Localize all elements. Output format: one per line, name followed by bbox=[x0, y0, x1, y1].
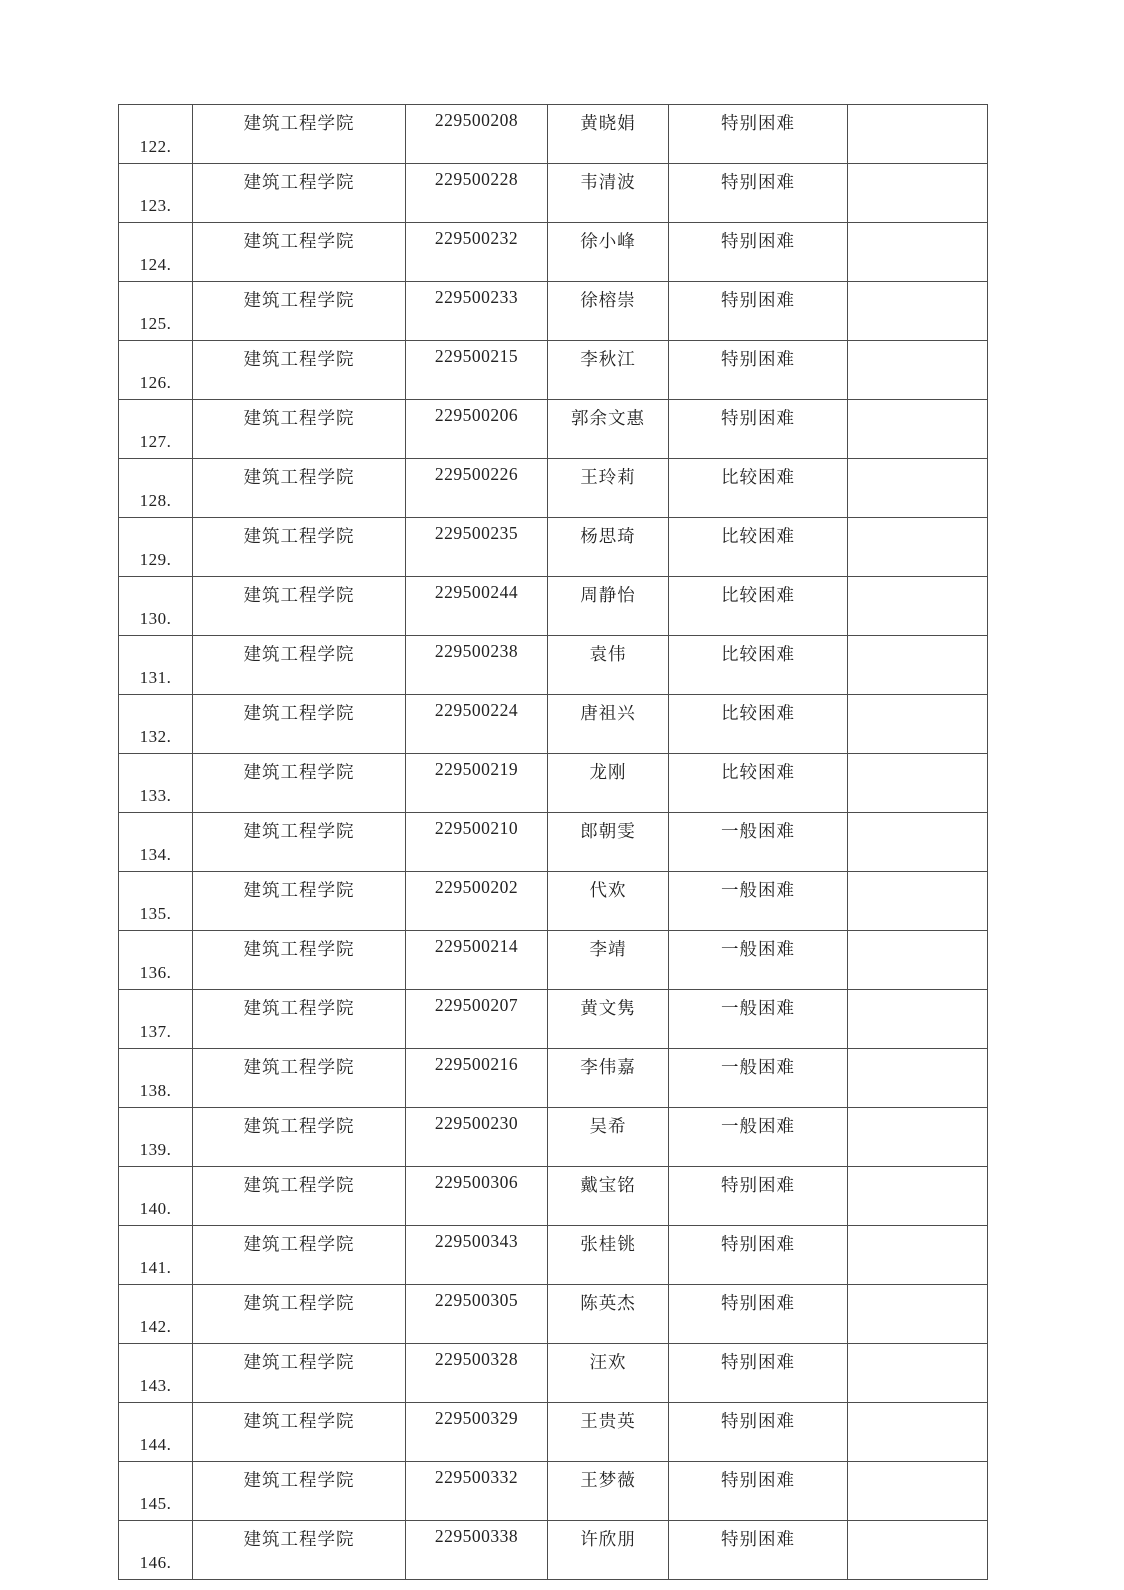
student-name-cell: 戴宝铭 bbox=[548, 1167, 669, 1226]
note-cell bbox=[848, 695, 988, 754]
college-cell: 建筑工程学院 bbox=[193, 636, 406, 695]
student-name-cell: 许欣朋 bbox=[548, 1521, 669, 1580]
college-cell: 建筑工程学院 bbox=[193, 1049, 406, 1108]
table-row bbox=[119, 931, 988, 990]
student-name-cell: 郭余文惠 bbox=[548, 400, 669, 459]
note-cell bbox=[848, 813, 988, 872]
difficulty-cell: 特别困难 bbox=[669, 105, 848, 164]
note-cell bbox=[848, 872, 988, 931]
student-difficulty-table bbox=[118, 104, 988, 1580]
college-cell: 建筑工程学院 bbox=[193, 695, 406, 754]
table-row bbox=[119, 636, 988, 695]
difficulty-cell: 比较困难 bbox=[669, 695, 848, 754]
table-row bbox=[119, 1403, 988, 1462]
student-name-cell: 韦清波 bbox=[548, 164, 669, 223]
difficulty-cell: 比较困难 bbox=[669, 459, 848, 518]
table-row bbox=[119, 518, 988, 577]
college-cell: 建筑工程学院 bbox=[193, 400, 406, 459]
note-cell bbox=[848, 1167, 988, 1226]
student-id-cell: 229500214 bbox=[406, 931, 548, 990]
student-name-cell: 郎朝雯 bbox=[548, 813, 669, 872]
note-cell bbox=[848, 636, 988, 695]
student-id-cell: 229500328 bbox=[406, 1344, 548, 1403]
student-name-cell: 吴希 bbox=[548, 1108, 669, 1167]
note-cell bbox=[848, 1462, 988, 1521]
note-cell bbox=[848, 105, 988, 164]
college-cell: 建筑工程学院 bbox=[193, 577, 406, 636]
table-row bbox=[119, 695, 988, 754]
student-name-cell: 代欢 bbox=[548, 872, 669, 931]
row-index-cell: 136. bbox=[119, 931, 193, 990]
student-name-cell: 黄晓娟 bbox=[548, 105, 669, 164]
note-cell bbox=[848, 223, 988, 282]
difficulty-cell: 特别困难 bbox=[669, 1462, 848, 1521]
table-row bbox=[119, 872, 988, 931]
table-row bbox=[119, 223, 988, 282]
student-id-cell: 229500233 bbox=[406, 282, 548, 341]
college-cell: 建筑工程学院 bbox=[193, 1167, 406, 1226]
student-id-cell: 229500305 bbox=[406, 1285, 548, 1344]
student-id-cell: 229500228 bbox=[406, 164, 548, 223]
row-index-cell: 132. bbox=[119, 695, 193, 754]
table-row bbox=[119, 1521, 988, 1580]
note-cell bbox=[848, 754, 988, 813]
note-cell bbox=[848, 1521, 988, 1580]
difficulty-cell: 比较困难 bbox=[669, 754, 848, 813]
student-name-cell: 王贵英 bbox=[548, 1403, 669, 1462]
note-cell bbox=[848, 1285, 988, 1344]
difficulty-cell: 一般困难 bbox=[669, 1049, 848, 1108]
student-name-cell: 唐祖兴 bbox=[548, 695, 669, 754]
note-cell bbox=[848, 1344, 988, 1403]
difficulty-cell: 一般困难 bbox=[669, 872, 848, 931]
row-index-cell: 139. bbox=[119, 1108, 193, 1167]
difficulty-cell: 特别困难 bbox=[669, 223, 848, 282]
table-row bbox=[119, 1049, 988, 1108]
row-index-cell: 135. bbox=[119, 872, 193, 931]
note-cell bbox=[848, 1226, 988, 1285]
difficulty-cell: 一般困难 bbox=[669, 813, 848, 872]
row-index-cell: 137. bbox=[119, 990, 193, 1049]
note-cell bbox=[848, 518, 988, 577]
row-index-cell: 127. bbox=[119, 400, 193, 459]
difficulty-cell: 一般困难 bbox=[669, 931, 848, 990]
student-name-cell: 王玲莉 bbox=[548, 459, 669, 518]
table-row bbox=[119, 1226, 988, 1285]
student-id-cell: 229500343 bbox=[406, 1226, 548, 1285]
table-row bbox=[119, 990, 988, 1049]
student-id-cell: 229500232 bbox=[406, 223, 548, 282]
college-cell: 建筑工程学院 bbox=[193, 754, 406, 813]
row-index-cell: 141. bbox=[119, 1226, 193, 1285]
student-id-cell: 229500226 bbox=[406, 459, 548, 518]
difficulty-cell: 特别困难 bbox=[669, 1344, 848, 1403]
difficulty-cell: 特别困难 bbox=[669, 1167, 848, 1226]
row-index-cell: 145. bbox=[119, 1462, 193, 1521]
college-cell: 建筑工程学院 bbox=[193, 518, 406, 577]
student-name-cell: 李秋江 bbox=[548, 341, 669, 400]
row-index-cell: 133. bbox=[119, 754, 193, 813]
student-id-cell: 229500210 bbox=[406, 813, 548, 872]
student-id-cell: 229500338 bbox=[406, 1521, 548, 1580]
college-cell: 建筑工程学院 bbox=[193, 1226, 406, 1285]
difficulty-cell: 比较困难 bbox=[669, 518, 848, 577]
row-index-cell: 144. bbox=[119, 1403, 193, 1462]
table-row bbox=[119, 577, 988, 636]
student-name-cell: 徐小峰 bbox=[548, 223, 669, 282]
table-row bbox=[119, 400, 988, 459]
college-cell: 建筑工程学院 bbox=[193, 223, 406, 282]
college-cell: 建筑工程学院 bbox=[193, 1285, 406, 1344]
row-index-cell: 131. bbox=[119, 636, 193, 695]
difficulty-cell: 特别困难 bbox=[669, 400, 848, 459]
student-name-cell: 袁伟 bbox=[548, 636, 669, 695]
college-cell: 建筑工程学院 bbox=[193, 1403, 406, 1462]
student-id-cell: 229500215 bbox=[406, 341, 548, 400]
table-row bbox=[119, 1285, 988, 1344]
difficulty-cell: 一般困难 bbox=[669, 990, 848, 1049]
table-row bbox=[119, 282, 988, 341]
college-cell: 建筑工程学院 bbox=[193, 164, 406, 223]
student-id-cell: 229500329 bbox=[406, 1403, 548, 1462]
table-row bbox=[119, 1108, 988, 1167]
student-name-cell: 周静怡 bbox=[548, 577, 669, 636]
student-id-cell: 229500207 bbox=[406, 990, 548, 1049]
row-index-cell: 129. bbox=[119, 518, 193, 577]
student-id-cell: 229500206 bbox=[406, 400, 548, 459]
note-cell bbox=[848, 341, 988, 400]
row-index-cell: 134. bbox=[119, 813, 193, 872]
student-id-cell: 229500219 bbox=[406, 754, 548, 813]
row-index-cell: 146. bbox=[119, 1521, 193, 1580]
row-index-cell: 123. bbox=[119, 164, 193, 223]
difficulty-cell: 一般困难 bbox=[669, 1108, 848, 1167]
row-index-cell: 140. bbox=[119, 1167, 193, 1226]
row-index-cell: 143. bbox=[119, 1344, 193, 1403]
note-cell bbox=[848, 459, 988, 518]
difficulty-cell: 特别困难 bbox=[669, 1226, 848, 1285]
student-id-cell: 229500332 bbox=[406, 1462, 548, 1521]
college-cell: 建筑工程学院 bbox=[193, 1108, 406, 1167]
table-row bbox=[119, 1167, 988, 1226]
row-index-cell: 124. bbox=[119, 223, 193, 282]
table-row bbox=[119, 1344, 988, 1403]
student-name-cell: 李靖 bbox=[548, 931, 669, 990]
table-row bbox=[119, 813, 988, 872]
student-id-cell: 229500230 bbox=[406, 1108, 548, 1167]
college-cell: 建筑工程学院 bbox=[193, 282, 406, 341]
difficulty-cell: 特别困难 bbox=[669, 1285, 848, 1344]
difficulty-cell: 比较困难 bbox=[669, 577, 848, 636]
note-cell bbox=[848, 1108, 988, 1167]
college-cell: 建筑工程学院 bbox=[193, 1521, 406, 1580]
note-cell bbox=[848, 164, 988, 223]
student-id-cell: 229500238 bbox=[406, 636, 548, 695]
student-name-cell: 李伟嘉 bbox=[548, 1049, 669, 1108]
table-row bbox=[119, 1462, 988, 1521]
note-cell bbox=[848, 931, 988, 990]
college-cell: 建筑工程学院 bbox=[193, 1462, 406, 1521]
college-cell: 建筑工程学院 bbox=[193, 105, 406, 164]
student-name-cell: 黄文隽 bbox=[548, 990, 669, 1049]
college-cell: 建筑工程学院 bbox=[193, 341, 406, 400]
student-id-cell: 229500306 bbox=[406, 1167, 548, 1226]
student-name-cell: 汪欢 bbox=[548, 1344, 669, 1403]
difficulty-cell: 特别困难 bbox=[669, 1403, 848, 1462]
note-cell bbox=[848, 1403, 988, 1462]
row-index-cell: 125. bbox=[119, 282, 193, 341]
note-cell bbox=[848, 400, 988, 459]
row-index-cell: 128. bbox=[119, 459, 193, 518]
student-name-cell: 徐榕崇 bbox=[548, 282, 669, 341]
student-name-cell: 杨思琦 bbox=[548, 518, 669, 577]
row-index-cell: 122. bbox=[119, 105, 193, 164]
student-id-cell: 229500244 bbox=[406, 577, 548, 636]
student-id-cell: 229500235 bbox=[406, 518, 548, 577]
college-cell: 建筑工程学院 bbox=[193, 459, 406, 518]
row-index-cell: 138. bbox=[119, 1049, 193, 1108]
table-row bbox=[119, 459, 988, 518]
table-row bbox=[119, 754, 988, 813]
difficulty-cell: 特别困难 bbox=[669, 341, 848, 400]
student-name-cell: 龙刚 bbox=[548, 754, 669, 813]
row-index-cell: 126. bbox=[119, 341, 193, 400]
note-cell bbox=[848, 577, 988, 636]
student-name-cell: 王梦薇 bbox=[548, 1462, 669, 1521]
note-cell bbox=[848, 1049, 988, 1108]
college-cell: 建筑工程学院 bbox=[193, 990, 406, 1049]
row-index-cell: 130. bbox=[119, 577, 193, 636]
difficulty-cell: 比较困难 bbox=[669, 636, 848, 695]
table-row bbox=[119, 105, 988, 164]
difficulty-cell: 特别困难 bbox=[669, 1521, 848, 1580]
student-name-cell: 张桂铫 bbox=[548, 1226, 669, 1285]
table-row bbox=[119, 164, 988, 223]
student-id-cell: 229500208 bbox=[406, 105, 548, 164]
college-cell: 建筑工程学院 bbox=[193, 813, 406, 872]
note-cell bbox=[848, 282, 988, 341]
difficulty-cell: 特别困难 bbox=[669, 282, 848, 341]
college-cell: 建筑工程学院 bbox=[193, 1344, 406, 1403]
student-id-cell: 229500202 bbox=[406, 872, 548, 931]
student-id-cell: 229500216 bbox=[406, 1049, 548, 1108]
student-name-cell: 陈英杰 bbox=[548, 1285, 669, 1344]
table-row bbox=[119, 341, 988, 400]
college-cell: 建筑工程学院 bbox=[193, 931, 406, 990]
difficulty-cell: 特别困难 bbox=[669, 164, 848, 223]
row-index-cell: 142. bbox=[119, 1285, 193, 1344]
note-cell bbox=[848, 990, 988, 1049]
student-id-cell: 229500224 bbox=[406, 695, 548, 754]
college-cell: 建筑工程学院 bbox=[193, 872, 406, 931]
